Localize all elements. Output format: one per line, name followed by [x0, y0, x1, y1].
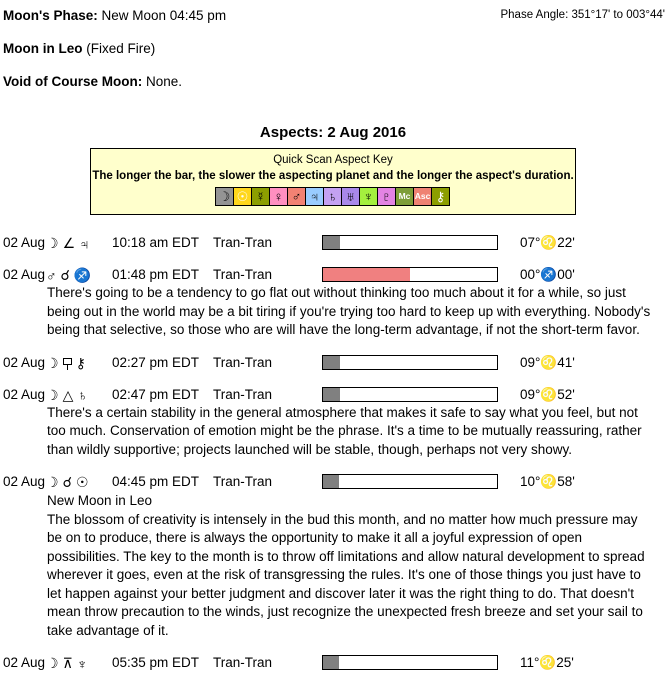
- aspect-description: The blossom of creativity is intensely in the bud this month, and no matter how much pressure may be on to produce, there is always the opportunity to make it all a joyful expression of open possibilities. The key to the month is to throw off limitations and allow natural development to spread wherever it goes, even at the risk of transgressing the rules. It's one of those things you just have to let happen against your better judgment and discover later it was the right thing to do. That doesn't mean throw precaution to the winds, just recognize the unexpected fresh breeze and set your sail to take advantage of it.: [47, 511, 645, 638]
- aspect-entry: [0, 387, 666, 460]
- ascendant-key-icon: Asc: [413, 187, 432, 206]
- duration-bar-fill: [323, 475, 339, 488]
- aspect-glyphs: [46, 267, 91, 284]
- aspect-time: 10:18 am EDT: [112, 235, 200, 250]
- moon-icon: ☽: [46, 474, 59, 490]
- phase-angle-line: [500, 8, 665, 21]
- aspect-time: 02:47 pm EDT: [112, 386, 200, 402]
- duration-bar: [322, 235, 498, 250]
- sagittarius-icon: ♐: [73, 267, 92, 283]
- duration-bar-fill: [323, 236, 340, 249]
- saturn-key-icon: ♄: [323, 187, 342, 206]
- sun-key-icon: ☉: [233, 187, 252, 206]
- aspect-position: 09°♌41': [520, 354, 575, 370]
- moon-icon: ☽: [46, 354, 59, 371]
- saturn-icon: ♄: [77, 387, 88, 403]
- duration-bar-fill: [323, 388, 340, 401]
- aspect-position: 09°♌52': [520, 386, 575, 402]
- aspect-type: Tran-Tran: [213, 386, 273, 402]
- sun-icon: ☉: [75, 474, 89, 490]
- moon-icon: ☽: [46, 386, 59, 403]
- aspect-type: Tran-Tran: [213, 267, 273, 282]
- aspect-type: Tran-Tran: [213, 474, 273, 489]
- duration-bar-fill: [323, 268, 410, 281]
- uranus-key-icon: ♅: [341, 187, 360, 206]
- quick-scan-aspect-key: [90, 148, 576, 215]
- aspect-time: 05:35 pm EDT: [112, 655, 200, 670]
- aspect-row: [0, 355, 666, 372]
- aspect-entry: [0, 655, 666, 672]
- aspect-glyphs: [46, 355, 86, 372]
- report-header: [0, 0, 666, 23]
- moon-in-sign-label: Moon in Leo: [3, 41, 83, 56]
- aspect-row: [0, 474, 666, 491]
- duration-bar-fill: [323, 356, 340, 369]
- aspect-position: 07°♌22': [520, 235, 575, 250]
- aspect-position: 00°♐00': [520, 267, 575, 282]
- moons-phase-label: Moon's Phase:: [3, 8, 98, 23]
- aspect-type: Tran-Tran: [213, 655, 273, 670]
- void-of-course-line: [0, 74, 666, 89]
- duration-bar: [322, 474, 498, 489]
- duration-bar: [322, 387, 498, 402]
- aspect-date: 02 Aug: [3, 354, 46, 370]
- duration-bar: [322, 655, 498, 670]
- aspect-key-title: Quick Scan Aspect Key: [273, 154, 393, 166]
- aspect-time: 01:48 pm EDT: [112, 267, 200, 282]
- aspect-glyphs: [46, 474, 89, 491]
- moons-phase-value: New Moon 04:45 pm: [101, 8, 227, 23]
- phase-angle-label: Phase Angle:: [500, 9, 569, 21]
- aspect-description: There's a certain stability in the general atmosphere that makes it safe to say what you feel, but not too much. Conservation of emotion might be the phrase. It's a time to be mutually reassuring, rather than wildly supportive; projects launched will be stable, though, perhaps not very showy.: [47, 404, 642, 457]
- moon-icon: ☽: [46, 655, 59, 671]
- page-title: Aspects: 2 Aug 2016: [259, 124, 407, 141]
- jupiter-icon: ♃: [79, 235, 90, 252]
- void-of-course-value: None.: [146, 74, 183, 89]
- aspect-row: [0, 387, 666, 404]
- aspect-date: 02 Aug: [3, 267, 46, 282]
- aspect-list: [0, 235, 666, 672]
- duration-bar: [322, 355, 498, 370]
- venus-key-icon: ♀: [269, 187, 288, 206]
- aspect-description: There's going to be a tendency to go flat out without thinking too much about it for a while, so just being out in the world may be a bit tiring if you're trying too hard to keep up with everything. Nobody's being that selective, so those who are will have the long-term advantage, if not the short-term favor.: [47, 285, 651, 337]
- pluto-key-icon: ♇: [377, 187, 396, 206]
- aspect-glyphs: [46, 387, 88, 404]
- aspect-type: Tran-Tran: [213, 235, 273, 250]
- aspect-key-subtitle: The longer the bar, the slower the aspecting planet and the longer the aspect's duration.: [92, 170, 574, 182]
- mars-key-icon: ♂: [287, 187, 306, 206]
- moons-phase-line: [3, 8, 226, 23]
- duration-bar-fill: [323, 656, 339, 669]
- quincunx-icon: ⊼: [62, 655, 73, 671]
- aspect-entry: [0, 235, 666, 252]
- semi-square-icon: ∠: [62, 235, 76, 251]
- midheaven-key-icon: Mc: [395, 187, 414, 206]
- moon-in-sign-detail: (Fixed Fire): [86, 41, 156, 56]
- aspect-glyphs: [46, 235, 90, 252]
- aspect-time: 04:45 pm EDT: [112, 474, 200, 489]
- chiron-key-icon: ⚷: [431, 187, 450, 206]
- aspect-date: 02 Aug: [3, 386, 46, 402]
- phase-angle-value: 351°17' to 003°44': [571, 9, 665, 21]
- planet-key-strip: [91, 187, 575, 206]
- moon-in-sign-line: [0, 41, 666, 56]
- aspect-time: 02:27 pm EDT: [112, 354, 200, 370]
- mars-icon: ♂: [46, 267, 57, 284]
- chiron-icon: ⚷: [75, 354, 86, 371]
- aspect-type: Tran-Tran: [213, 354, 273, 370]
- aspect-entry: [0, 267, 666, 340]
- moon-icon: ☽: [46, 235, 59, 251]
- void-of-course-label: Void of Course Moon:: [3, 74, 143, 89]
- jupiter-key-icon: ♃: [305, 187, 324, 206]
- aspect-entry: [0, 355, 666, 372]
- aspect-date: 02 Aug: [3, 474, 46, 489]
- conjunction-icon: ☌: [62, 474, 72, 490]
- aspect-row: [0, 267, 666, 284]
- aspect-position: 11°♌25': [520, 655, 574, 670]
- sesquiquadrate-icon: [63, 357, 72, 370]
- aspect-row: [0, 655, 666, 672]
- trine-icon: △: [62, 386, 74, 403]
- aspect-date: 02 Aug: [3, 655, 46, 670]
- neptune-key-icon: ♆: [359, 187, 378, 206]
- neptune-icon: ♆: [76, 655, 88, 672]
- aspect-glyphs: [46, 655, 87, 672]
- moon-key-icon: ☽: [215, 187, 234, 206]
- mercury-key-icon: ☿: [251, 187, 270, 206]
- duration-bar: [322, 267, 498, 282]
- conjunction-icon: ☌: [60, 267, 70, 283]
- aspect-entry: [0, 474, 666, 640]
- aspect-date: 02 Aug: [3, 235, 46, 250]
- aspect-position: 10°♌58': [520, 474, 575, 489]
- aspect-subtitle: New Moon in Leo: [47, 493, 153, 508]
- aspect-row: [0, 235, 666, 252]
